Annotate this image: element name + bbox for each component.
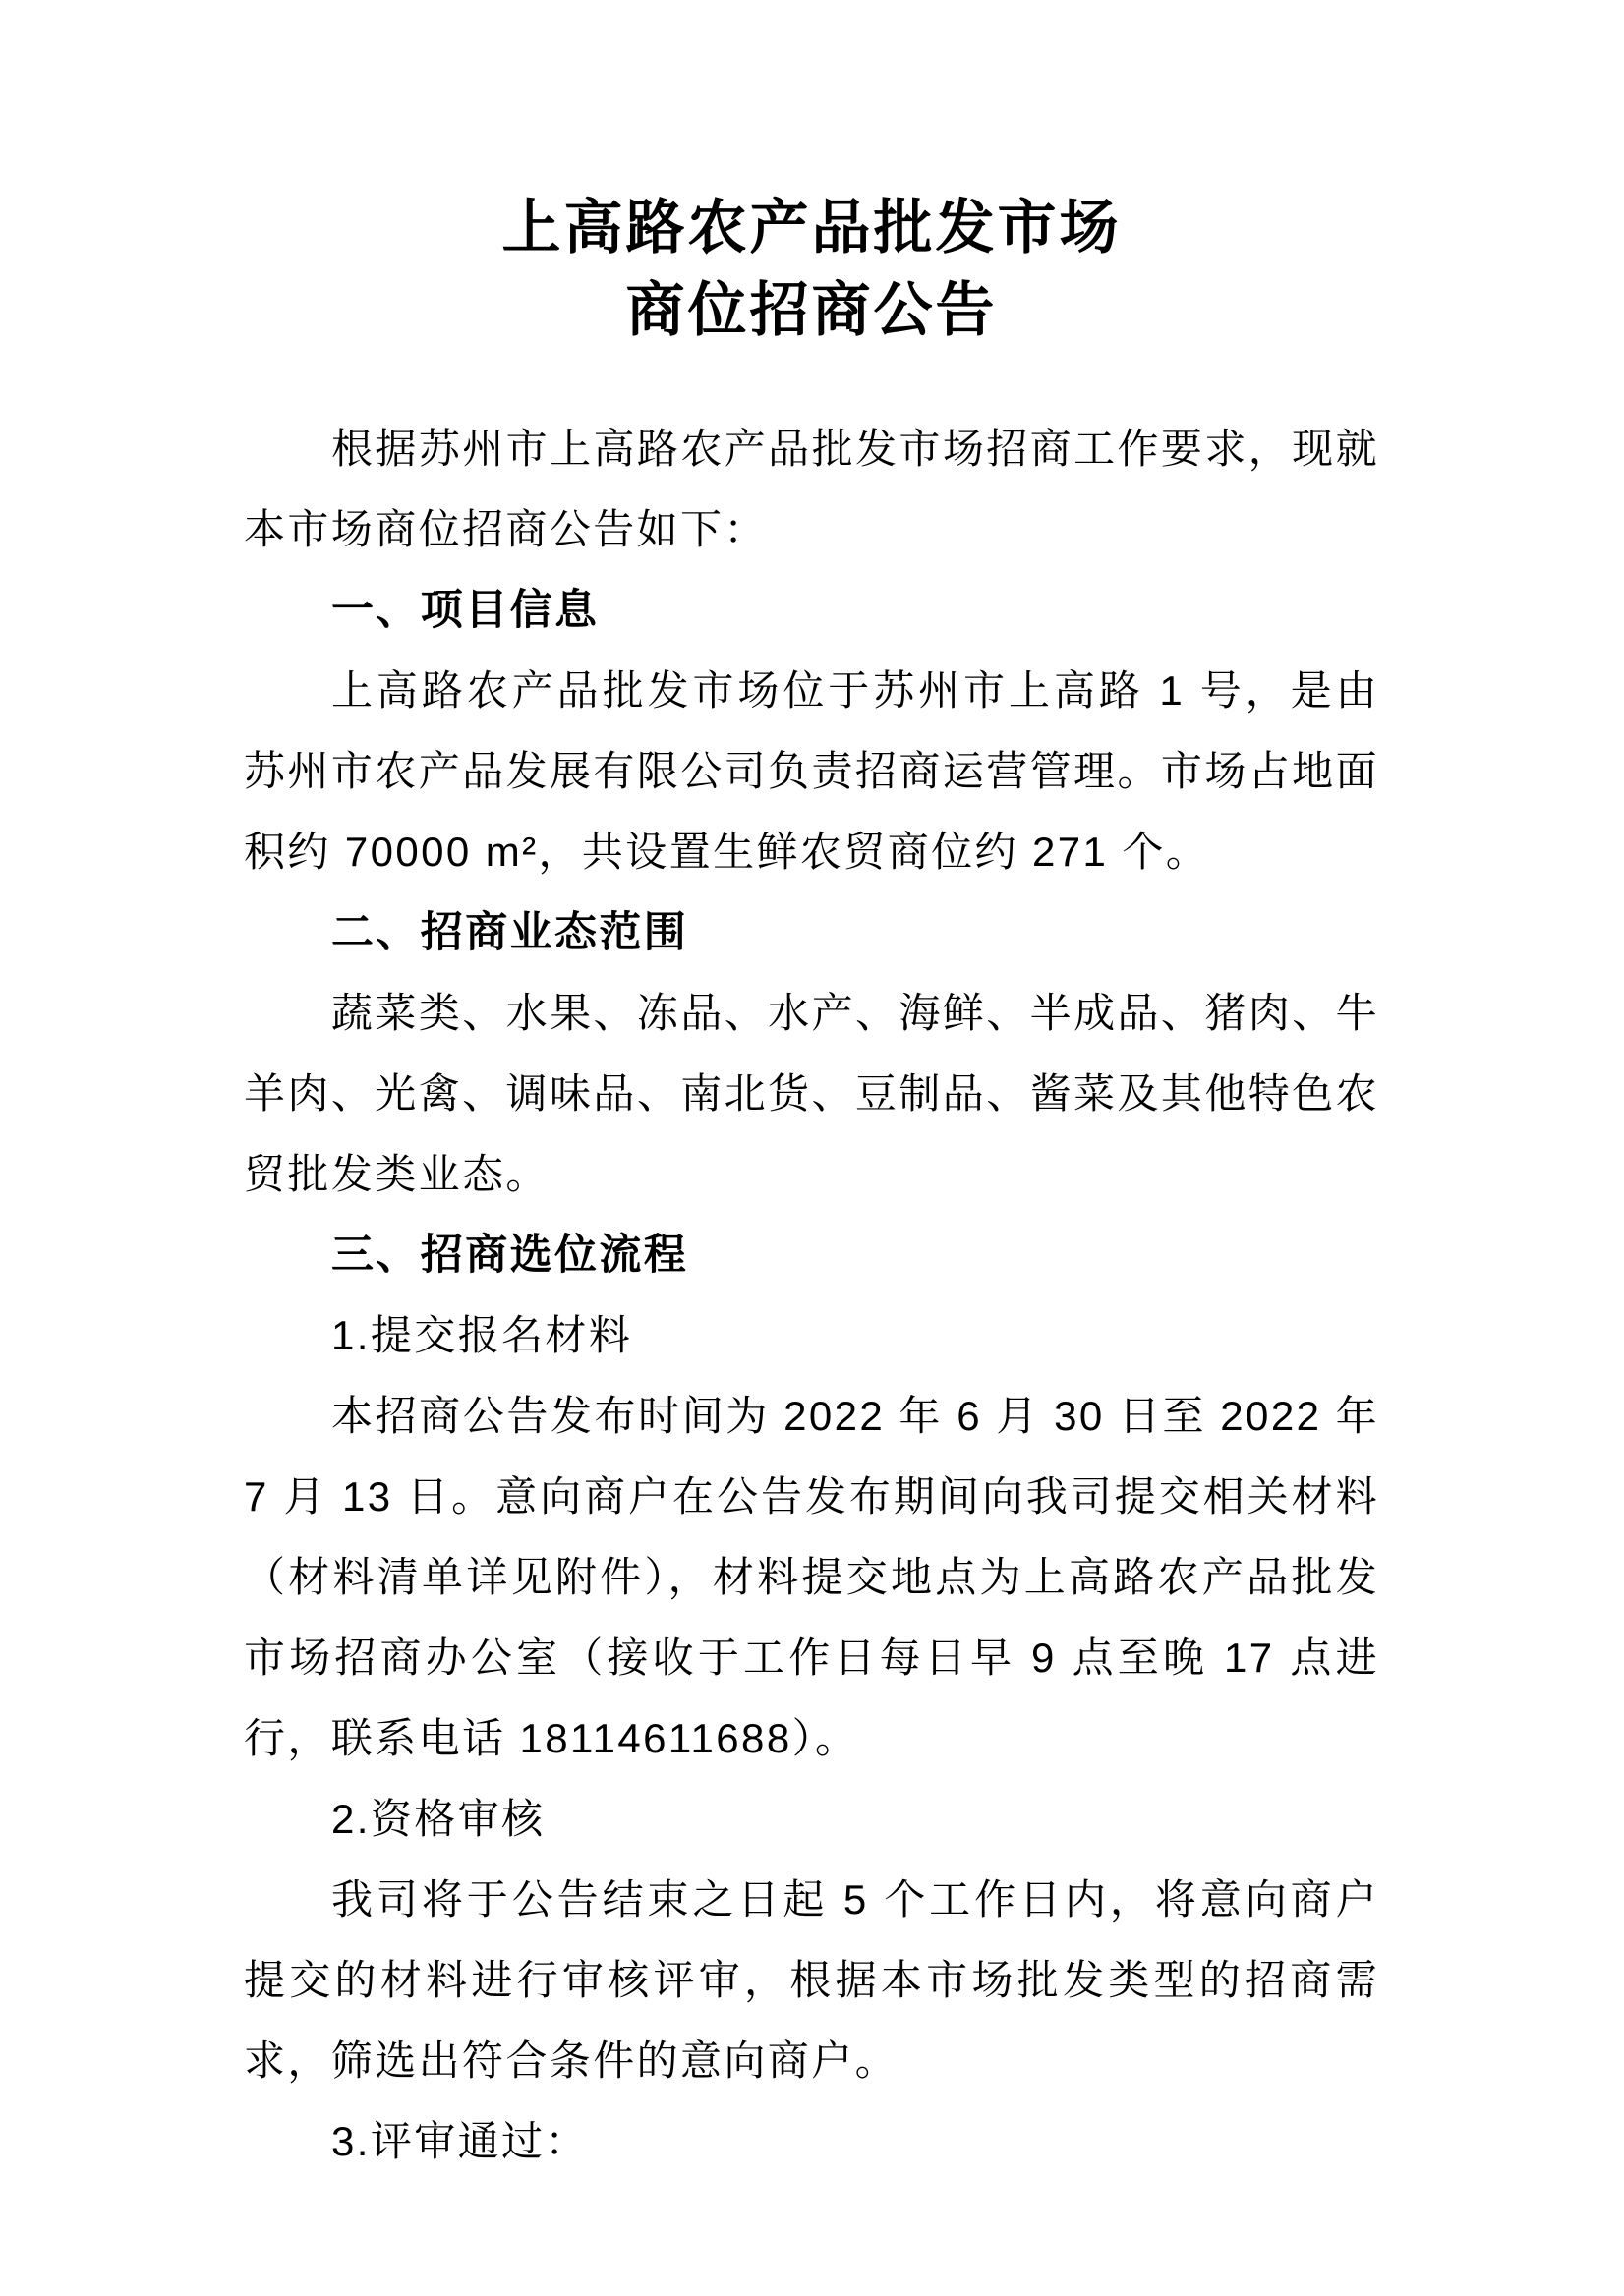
intro-paragraph: 根据苏州市上高路农产品批发市场招商工作要求，现就本市场商位招商公告如下：	[244, 426, 1379, 552]
section-1-heading: 一、项目信息	[331, 587, 600, 634]
section-2-heading: 二、招商业态范围	[331, 909, 689, 956]
section-1-paragraph: 上高路农产品批发市场位于苏州市上高路 1 号，是由苏州市农产品发展有限公司负责招商运营管理。市场占地面积约 70000 m²，共设置生鲜农贸商位约 271 个。	[244, 667, 1379, 875]
step-1-label: 1.提交报名材料	[331, 1312, 633, 1358]
section-3-heading: 三、招商选位流程	[331, 1232, 689, 1279]
step-3-label: 3.评审通过：	[331, 2118, 589, 2164]
document-title-line2: 商位招商公告	[625, 277, 998, 343]
step-2-paragraph: 我司将于公告结束之日起 5 个工作日内，将意向商户提交的材料进行审核评审，根据本市场批发类型的招商需求，筛选出符合条件的意向商户。	[244, 1876, 1379, 2084]
step-2-label: 2.资格审核	[331, 1796, 546, 1842]
document-title	[244, 187, 1379, 352]
document-title-line1: 上高路农产品批发市场	[501, 195, 1122, 260]
section-2-paragraph: 蔬菜类、水果、冻品、水产、海鲜、半成品、猪肉、牛羊肉、光禽、调味品、南北货、豆制品、酱菜及其他特色农贸批发类业态。	[244, 990, 1379, 1197]
step-1-paragraph: 本招商公告发布时间为 2022 年 6 月 30 日至 2022 年 7 月 13 日。意向商户在公告发布期间向我司提交相关材料（材料清单详见附件），材料提交地点为上高路农产品批发市场招商办公室（接收于工作日每日早 9 点至晚 17 点进行，联系电话 18114611688）。	[244, 1393, 1379, 1761]
